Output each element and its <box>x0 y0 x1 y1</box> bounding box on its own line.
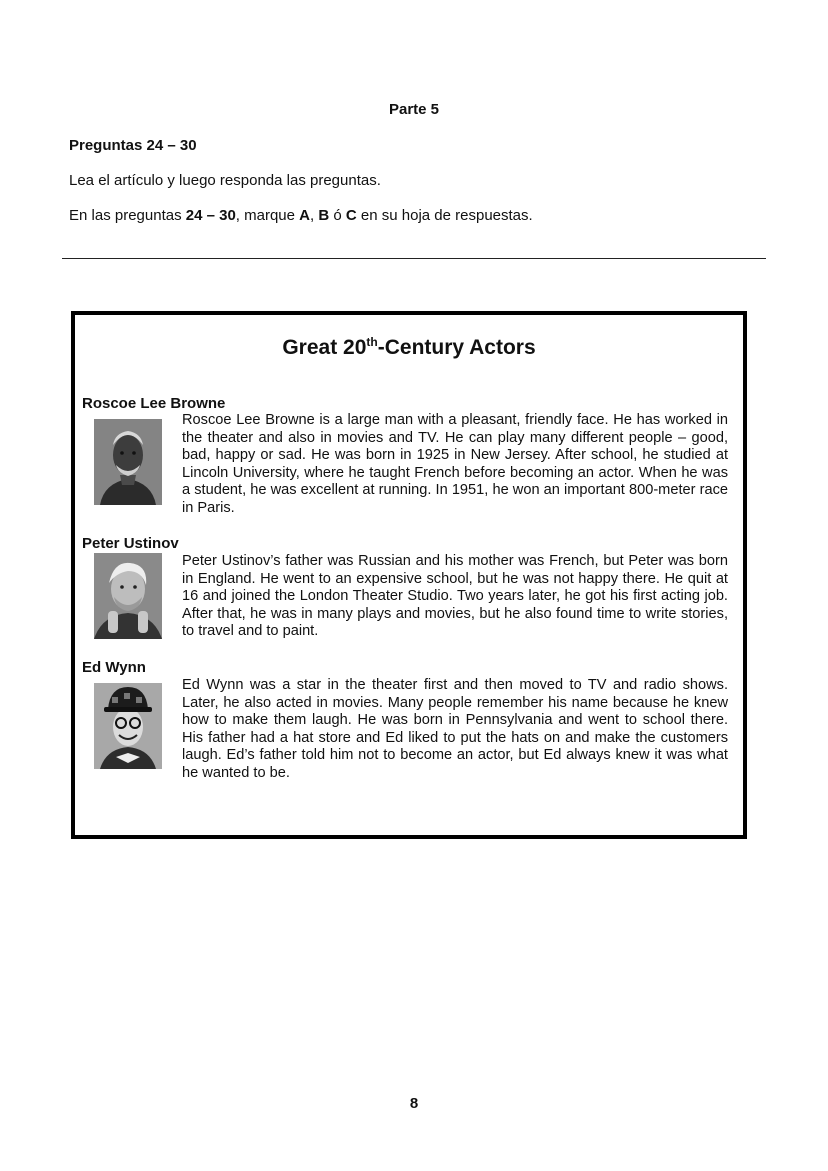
instruction-suffix: en su hoja de respuestas. <box>356 207 533 224</box>
instruction-middle: , marque <box>235 207 300 224</box>
instruction-range: 24 – 30 <box>185 207 236 224</box>
portrait-photo <box>94 553 162 639</box>
actor-name: Peter Ustinov <box>82 535 179 552</box>
instruction-read: Lea el artículo y luego responda las preguntas. <box>69 172 381 189</box>
part-title: Parte 5 <box>388 101 440 118</box>
instruction-mark <box>69 207 533 224</box>
actor-name: Roscoe Lee Browne <box>82 395 226 412</box>
actor-bio: Peter Ustinov’s father was Russian and his mother was French, but Peter was born in England. He went to an expensive school, but he was not happy there. He quit at 16 and joined the London Theater Studio. Two years later, he got his first acting job. After that, he was in many plays and movies, but he also found time to write stories, to travel and to paint. <box>182 553 728 640</box>
actor-bio: Ed Wynn was a star in the theater first and then moved to TV and radio shows. Later, he also acted in movies. Many people remember his name because he knew how to make them laugh. He was born in Pennsylvania and went to school there. His father had a hat store and Ed liked to put the hats on and make the customers laugh. Ed’s father told him not to become an actor, but Ed always knew it was what he wanted to be. <box>182 677 728 781</box>
option-c: C <box>345 207 357 224</box>
article-box <box>71 311 747 839</box>
option-a: A <box>299 207 311 224</box>
title-prefix: Great 20 <box>282 336 367 359</box>
questions-label: Preguntas 24 – 30 <box>69 137 197 154</box>
title-superscript: th <box>366 335 378 349</box>
portrait-photo <box>94 683 162 769</box>
divider <box>62 258 766 259</box>
portrait-photo <box>94 419 162 505</box>
actor-name: Ed Wynn <box>82 659 146 676</box>
title-suffix: -Century Actors <box>377 336 536 359</box>
instruction-prefix: En las preguntas <box>69 207 186 224</box>
option-b: B <box>318 207 330 224</box>
actor-bio: Roscoe Lee Browne is a large man with a pleasant, friendly face. He has worked in the theater and also in movies and TV. He can play many different people – good, bad, happy or sad. He was born in 1925 in New Jersey. After school, he studied at Lincoln University, where he taught French before becoming an actor. When he was a student, he was excellent at running. In 1951, he won an important 800-meter race in Paris. <box>182 412 728 516</box>
instruction-sep: ó <box>329 207 346 224</box>
page-number: 8 <box>409 1095 419 1112</box>
article-title <box>75 335 743 360</box>
instruction-sep: , <box>310 207 319 224</box>
